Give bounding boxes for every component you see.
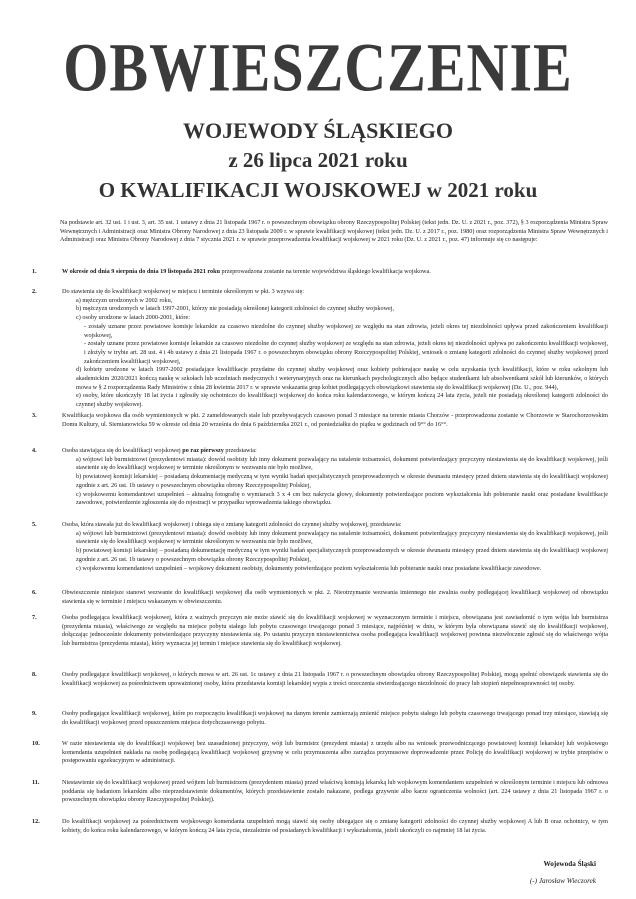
section-lead: Osoba, która stawała już do kwalifikacji wojskowej i ubiega się o zmianę kategorii zdolności do czynnej służby wojskowej, przedstawia: xyxy=(62,521,402,528)
notice-title: OBWIESZCZENIE xyxy=(63,29,573,106)
section-body: Obwieszczenie niniejsze stanowi wezwanie do kwalifikacji wojskowej dla osób wymienionych w pkt. 2. Nieotrzymanie wezwania imiennego nie zwalnia osoby podlegającej kwalifikacji wojskowej od obowiązku stawienia się w terminie i miejscu wskazanym w obwieszczeniu. xyxy=(62,589,608,605)
section-number: 8. xyxy=(32,671,37,678)
section-body: Kwalifikacja wojskowa dla osób wymienionych w pkt. 2 zameldowanych stale lub przebywających czasowo ponad 3 miesiące na terenie miasta Chorzów - przeprowadzona zostanie w Chorzowie w Starochorzowskim Domu Kultury, ul. Siemianowicka 59 w okresie od dnia 20 września do dnia 6 października 2021 r., od poniedziałku do piątku w godzinach od 9°° do 16°°. xyxy=(62,412,608,428)
section-body: Osoby podlegające kwalifikacji wojskowej, o których mowa w art. 26 ust. 1c ustawy z dnia 21 listopada 1967 r. o powszechnym obowiązku obrony Rzeczypospolitej Polskiej, mogą spełnić obowiązek stawienia się do kwalifikacji wojskowej za pośrednictwem upoważnionej osoby, która przedstawia komisji lekarskiej wypis z treści orzeczenia stwierdzającego niezdolność do pracy lub stopień niepełnosprawności tej osoby. xyxy=(62,671,608,687)
section-number: 10. xyxy=(32,740,40,747)
list-item: d) kobiety urodzone w latach 1997-2002 posiadające kwalifikacje przydatne do czynnej służby wojskowej oraz kobiety pobierające naukę w celu uzyskania tych kwalifikacji, które w roku szkolnym lub akademickim 2020/2021 kończą naukę w szkołach lub uczelniach medycznych i weterynaryjnych oraz na kierunkach psychologicznych albo będące studentkami lub absolwentkami szkół lub kierunków, o których mowa w § 2 rozporządzenia Rady Ministrów z dnia 28 kwietnia 2017 r. w sprawie wskazania grup kobiet podlegających obowiązkowi stawienia się do kwalifikacji wojskowej (Dz. U., poz. 944), xyxy=(76,366,608,391)
section-lead-plain: Osoba stawiająca się do kwalifikacji wojskowej xyxy=(62,447,183,454)
list-item: b) mężczyzn urodzonych w latach 1997-2001, którzy nie posiadają określonej kategorii zdolności do czynnej służby wojskowej, xyxy=(76,305,395,313)
section-body: W razie niestawienia się do kwalifikacji wojskowej bez uzasadnionej przyczyny, wójt lub burmistrz (prezydent miasta) z urzędu albo na wniosek przewodniczącego powiatowej komisji lekarskiej lub wojskowego komendanta uzupełnień nakłada na osobę podlegającą kwalifikacji wojskowej grzywnę w celu przymuszenia albo zarządza przymusowe doprowadzenie przez Policję do kwalifikacji wojskowej w trybie przepisów o postępowaniu egzekucyjnym w administracji. xyxy=(62,740,608,765)
section-number: 12. xyxy=(32,818,40,825)
signature-office: Wojewoda Śląski xyxy=(543,860,596,868)
section-lead-bold: po raz pierwszy xyxy=(182,447,224,454)
section-number: 7. xyxy=(32,614,37,621)
section-body xyxy=(62,288,608,410)
list-item: b) powiatowej komisji lekarskiej – posiadaną dokumentację medyczną w tym wyniki badań specjalistycznych przeprowadzonych w okresie dwunastu miesięcy przed dniem stawienia się do kwalifikacji wojskowej zgodnie z art. 26 ust. 1b ustawy o powszechnym obowiązku obrony Rzeczypospolitej Polskiej, xyxy=(76,547,608,563)
list-item: a) mężczyzn urodzonych w 2002 roku, xyxy=(76,296,173,304)
list-item: c) wojskowemu komendantowi uzupełnień – aktualną fotografię o wymiarach 3 x 4 cm bez nakrycia głowy, dokumenty potwierdzające poziom wykształcenia lub pobieranie nauki oraz posiadane kwalifikacje zawodowe, potwierdzenie zgłoszenia się do rejestracji w przypadku wprowadzenia takiego obowiązku. xyxy=(76,490,608,507)
section-body: Niestawienie się do kwalifikacji wojskowej przed wójtem lub burmistrzem (prezydentem miasta) przed właściwą komisją lekarską lub wojskowym komendantem uzupełnień w określonym terminie i miejscu lub odmowa poddania się badaniom lekarskim albo nieprzedstawienie dokumentów, których przedstawienie zostało nakazane, podlega grzywnie albo karze ograniczenia wolności (art. 224 ustawy z dnia 21 listopada 1967 r. o powszechnym obowiązku obrony Rzeczypospolitej Polskiej). xyxy=(62,779,608,804)
list-item: a) wójtowi lub burmistrzowi (prezydentowi miasta): dowód osobisty lub inny dokument pozwalający na ustalenie tożsamości, dokument potwierdzający przyczyny niestawienia się do kwalifikacji wojskowej, jeśli stawienie się do kwalifikacji wojskowej w terminie określonym w wezwaniu nie było możliwe, xyxy=(76,529,608,546)
section-body: Osoba podlegająca kwalifikacji wojskowej, która z ważnych przyczyn nie może stawić się do kwalifikacji wojskowej w wyznaczonym terminie i miejscu, obowiązana jest zawiadomić o tym wójta lub burmistrza (prezydenta miasta), właściwego ze względu na miejsce pobytu stałego lub pobytu czasowego trwającego ponad 3 miesiące, najpóźniej w dniu, w którym była obowiązana stawić się do kwalifikacji wojskowej, dołączając jednocześnie dokumenty potwierdzające przyczyny niestawienia się. Po ustaniu przyczyn niestawiennictwa osoba podlegająca kwalifikacji wojskowej powinna niezwłocznie zgłosić się do właściwego wójta lub burmistrza (prezydenta miasta), który wyznacza jej termin i miejsce stawienia się do kwalifikacji wojskowej. xyxy=(62,614,608,648)
list-item: - zostały uznane przez powiatowe komisje lekarskie za czasowo niezdolne do czynnej służby wojskowej ze względu na stan zdrowia, jeżeli okres tej niezdolności upływa po zakończeniu kwalifikacji wojskowej, i złożyły w trybie art. 28 ust. 4 i 4b ustawy z dnia 21 listopada 1967 r. o powszechnym obowiązku obrony Rzeczypospolitej Polskiej, wniosek o zmianę kategorii zdolności do czynnej służby wojskowej przed zakończeniem kwalifikacji wojskowej, xyxy=(84,340,608,365)
voivode-heading: WOJEWODY ŚLĄSKIEGO xyxy=(183,118,453,143)
subject-heading: O KWALIFIKACJI WOJSKOWEJ w 2021 roku xyxy=(98,178,538,202)
list-item: - zostały uznane przez powiatowe komisje lekarskie za czasowo niezdolne do czynnej służby wojskowej ze względu na stan zdrowia, jeżeli okres tej niezdolności upływa przed zakończeniem kwalifikacji wojskowej, xyxy=(84,322,608,339)
section-number: 4. xyxy=(32,447,37,454)
section-lead xyxy=(62,447,608,456)
section-body: Osoby podlegające kwalifikacji wojskowej, które po rozpoczęciu kwalifikacji wojskowej na danym terenie zamierzają zmienić miejsce pobytu stałego lub pobytu czasowego trwającego ponad trzy miesiące, stawiają się do kwalifikacji wojskowej przed opuszczeniem miejsca dotychczasowego pobytu. xyxy=(62,710,608,726)
section-lead: Do stawienia się do kwalifikacji wojskowej w miejscu i terminie określonym w pkt. 3 wzywa się: xyxy=(62,288,304,295)
legal-basis-paragraph: Na podstawie art. 32 ust. 1 i ust. 3, art. 35 ust. 1 ustawy z dnia 21 listopada 1967 r. o powszechnym obowiązku obrony Rzeczypospolitej Polskiej (tekst jedn. Dz. U. z 2021 r., poz. 372), § 3 rozporządzenia Ministra Spraw Wewnętrznych i Administracji oraz Ministra Obrony Narodowej z dnia 23 listopada 2009 r. w sprawie kwalifikacji wojskowej (tekst jedn. Dz. U. z 2017 r., poz. 1980) oraz rozporządzenia Ministra Spraw Wewnętrznych i Administracji oraz Ministra Obrony Narodowej z dnia 7 stycznia 2021 r. w sprawie przeprowadzenia kwalifikacji wojskowej w 2021 roku (Dz. U. z 2021 r., poz. 47) informuje się co następuje: xyxy=(60,219,608,244)
list-item: a) wójtowi lub burmistrzowi (prezydentowi miasta): dowód osobisty lub inny dokument pozwalający na ustalenie tożsamości, dokument potwierdzający przyczyny niestawienia się do kwalifikacji wojskowej, jeśli stawienie się do kwalifikacji wojskowej w terminie określonym w wezwaniu nie było możliwe, xyxy=(76,455,608,472)
section-number: 5. xyxy=(32,521,37,528)
section-number: 11. xyxy=(32,779,40,786)
section-number: 1. xyxy=(32,268,37,275)
list-item: b) powiatowej komisji lekarskiej – posiadaną dokumentację medyczną w tym wyniki badań specjalistycznych przeprowadzonych w okresie dwunastu miesięcy przed dniem stawienia się do kwalifikacji wojskowej zgodnie z art. 26 ust. 1b ustawy o powszechnym obowiązku obrony Rzeczypospolitej Polskiej, xyxy=(76,473,608,489)
list-item: c) osoby urodzone w latach 2000-2001, które: xyxy=(76,314,190,322)
section-body xyxy=(62,521,608,573)
section-body xyxy=(62,268,608,277)
date-heading: z 26 lipca 2021 roku xyxy=(228,148,408,172)
section-body: Do kwalifikacji wojskowej za pośrednictwem wojskowego komendanta uzupełnień mogą stawić się osoby ubiegające się o zmianę kategorii zdolności do czynnej służby wojskowej A lub B oraz ochotnicy, w tym kobiety, do końca roku kalendarzowego, w którym kończą 24 lata życia, niezależnie od posiadanych kwalifikacji i wykształcenia, jeżeli ukończyli co najmniej 18 lat życia. xyxy=(62,818,608,834)
section-lead-rest: przeprowadzona zostanie na terenie województwa śląskiego kwalifikacja wojskowa. xyxy=(220,268,431,275)
list-item: c) wojskowemu komendantowi uzupełnień – wojskowy dokument osobisty, dokumenty potwierdzające poziom wykształcenia lub pobieranie nauki oraz posiadane kwalifikacje zawodowe. xyxy=(76,564,542,572)
signature-name: (-) Jarosław Wieczorek xyxy=(529,877,596,885)
list-item: e) osoby, które ukończyły 18 lat życia i zgłosiły się ochotniczo do kwalifikacji wojskowej do końca roku kalendarzowego, w którym kończą 24 lata życia, jeżeli nie posiadają określonej kategorii zdolności do czynnej służby wojskowej. xyxy=(76,392,608,409)
section-number: 6. xyxy=(32,589,37,596)
section-body xyxy=(62,447,608,508)
section-lead-rest: przedstawia: xyxy=(223,447,257,454)
section-number: 9. xyxy=(32,710,37,717)
section-number: 3. xyxy=(32,412,37,419)
section-number: 2. xyxy=(32,288,37,295)
section-lead-bold: W okresie od dnia 9 sierpnia do dnia 19 listopada 2021 roku xyxy=(62,268,220,275)
